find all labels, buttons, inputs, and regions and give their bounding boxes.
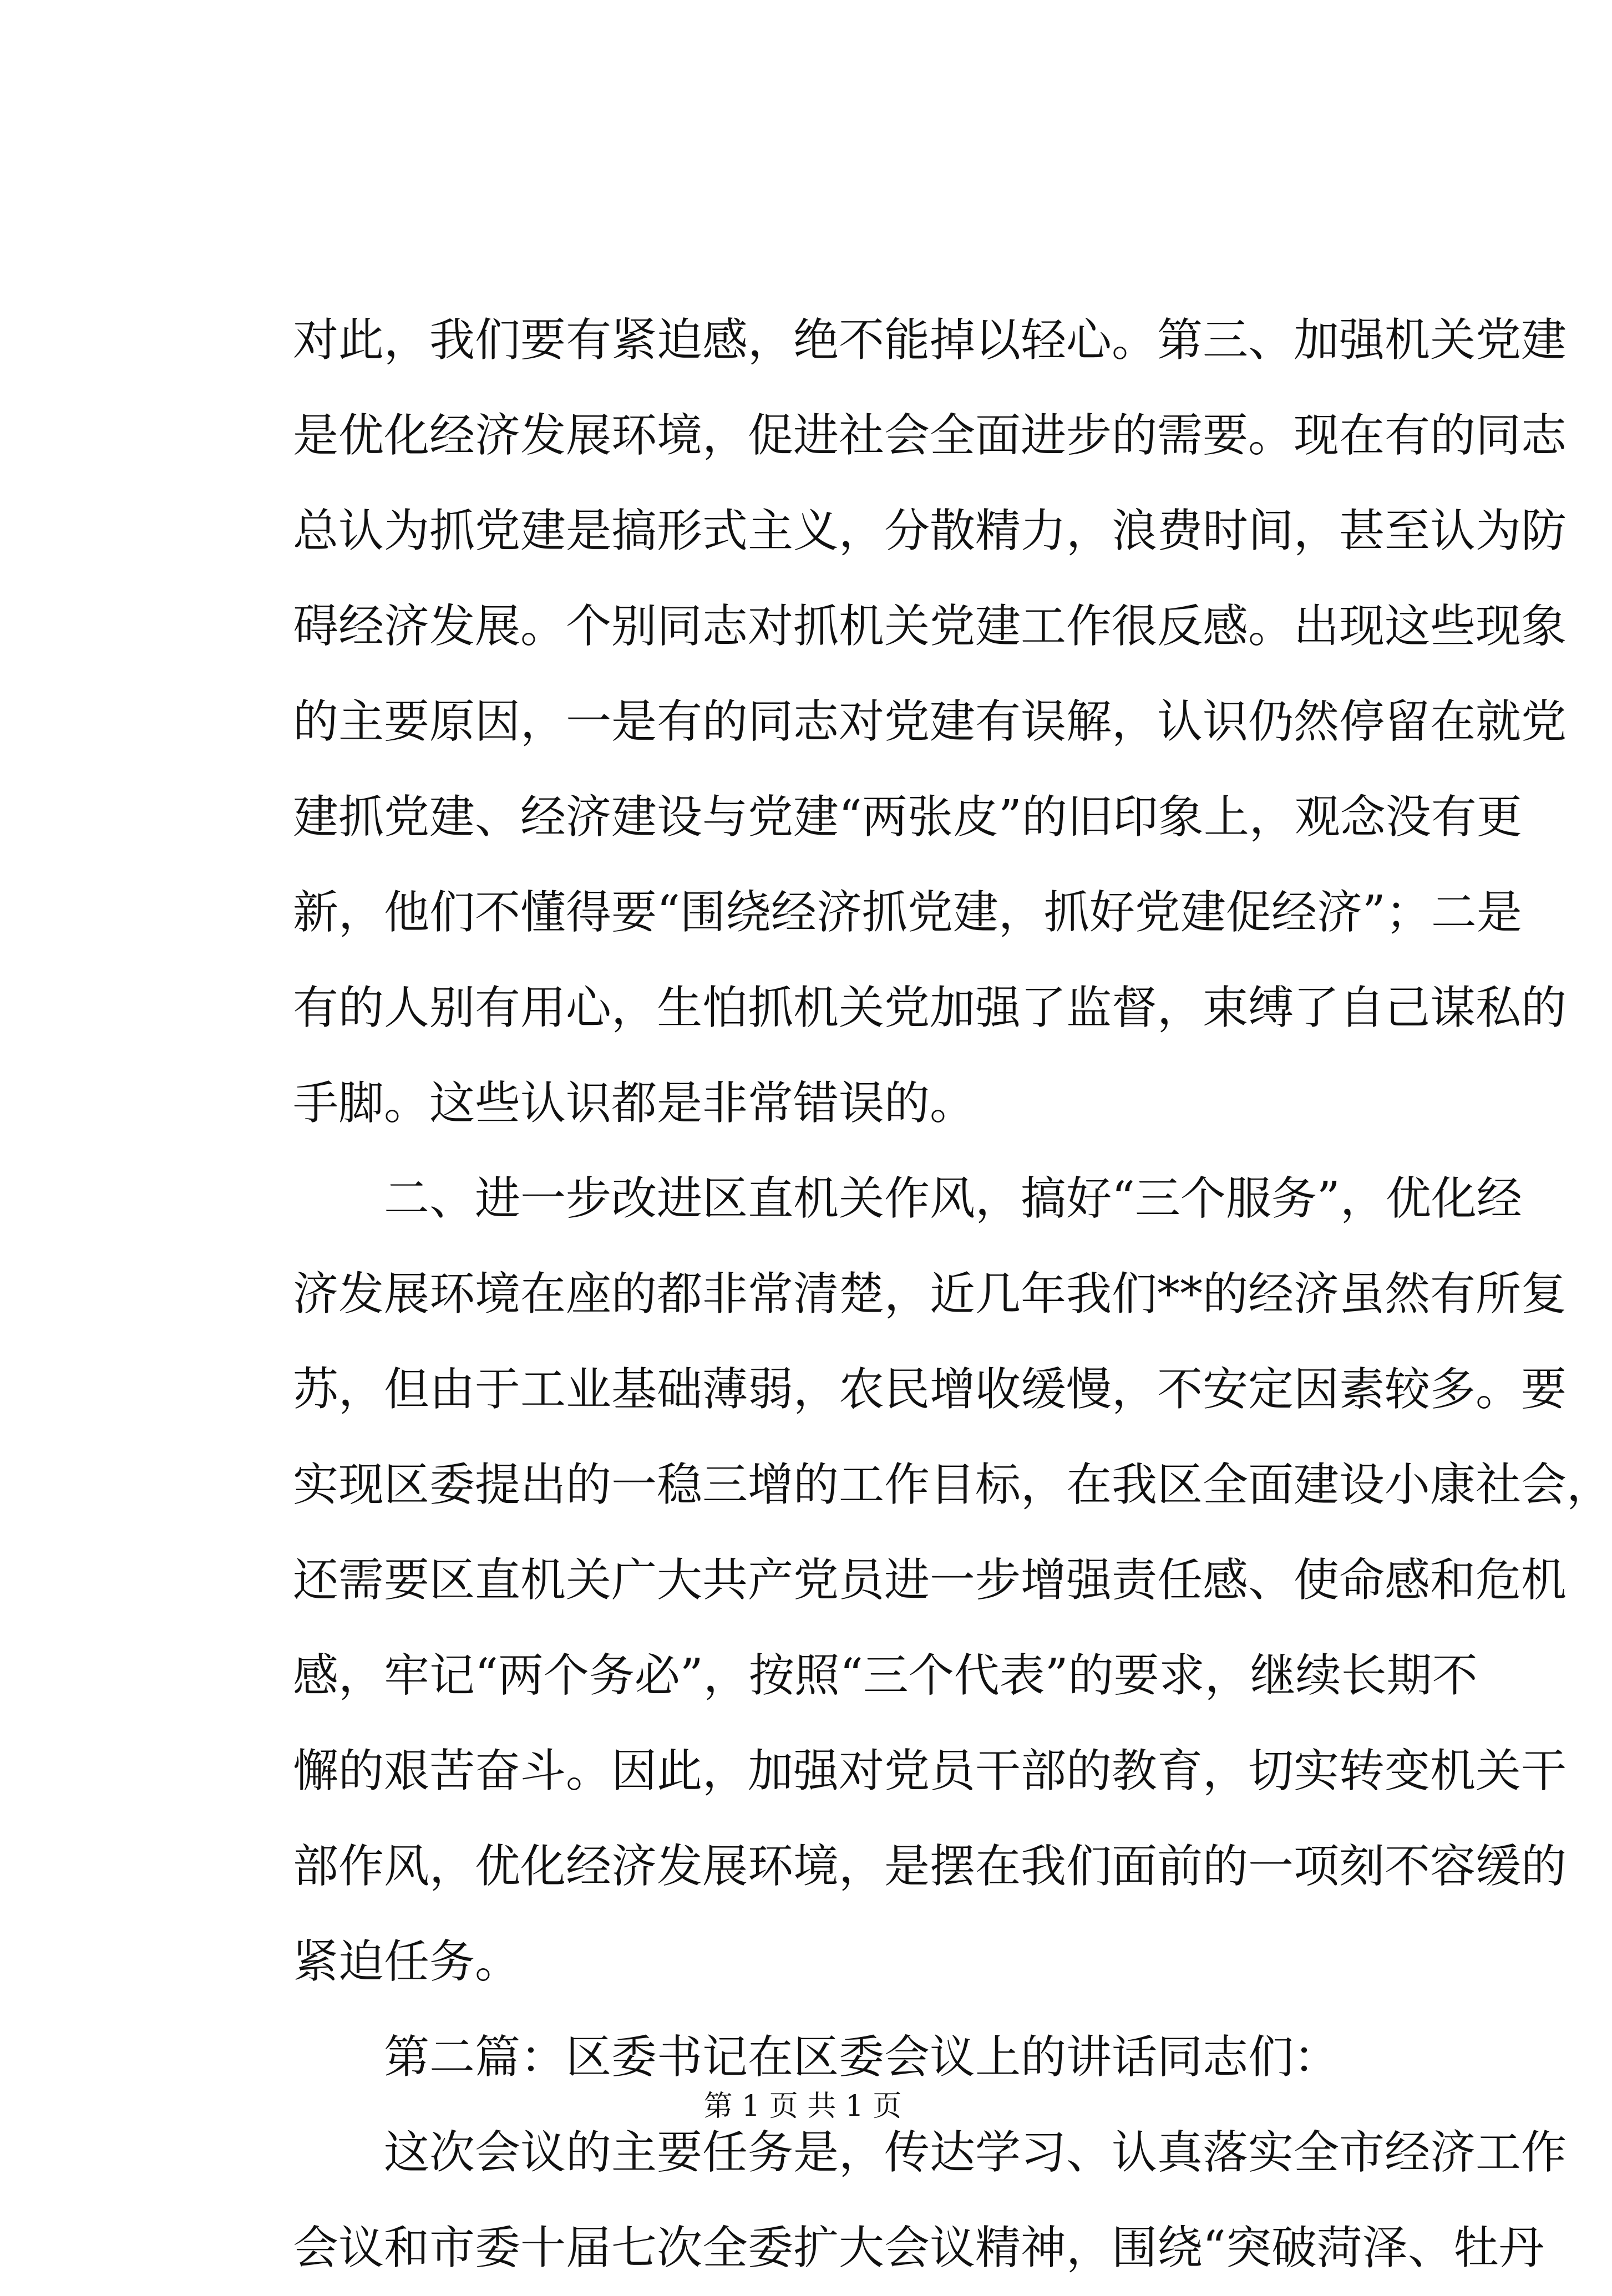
text-line: 有的人别有用心，生怕抓机关党加强了监督，束缚了自己谋私的: [293, 982, 1567, 1034]
text-line: 碍经济发展。个别同志对抓机关党建工作很反感。出现这些现象: [293, 600, 1567, 653]
text-line: 紧迫任务。: [293, 1936, 521, 1988]
page-footer: 第 1 页 共 1 页: [703, 2090, 902, 2123]
section-heading: 第二篇：区委书记在区委会议上的讲话同志们：: [384, 2031, 1340, 2084]
text-line: 总认为抓党建是搞形式主义，分散精力，浪费时间，甚至认为防: [293, 505, 1567, 557]
text-line: 新，他们不懂得要“围绕经济抓党建，抓好党建促经济”；二是: [293, 886, 1522, 939]
text-line: 会议和市委十届七次全委扩大会议精神，围绕“突破菏泽、牡丹: [293, 2222, 1544, 2274]
text-line: 懈的艰苦奋斗。因此，加强对党员干部的教育，切实转变机关干: [293, 1745, 1567, 1797]
text-line: 苏，但由于工业基础薄弱，农民增收缓慢，不安定因素较多。要: [293, 1363, 1567, 1416]
paragraph-first-line: 这次会议的主要任务是，传达学习、认真落实全市经济工作: [384, 2126, 1567, 2179]
document-body: [293, 293, 1612, 2296]
text-line: 济发展环境在座的都非常清楚，近几年我们**的经济虽然有所复: [293, 1268, 1567, 1320]
text-line: 手脚。这些认识都是非常错误的。: [293, 1077, 976, 1130]
text-line: 对此，我们要有紧迫感，绝不能掉以轻心。第三、加强机关党建: [293, 314, 1567, 367]
text-line: 部作风，优化经济发展环境，是摆在我们面前的一项刻不容缓的: [293, 1840, 1567, 1893]
text-line: 感，牢记“两个务必”，按照“三个代表”的要求，继续长期不: [293, 1649, 1478, 1702]
paragraph-first-line: 二、进一步改进区直机关作风，搞好“三个服务”，优化经: [384, 1172, 1522, 1225]
text-line: 是优化经济发展环境，促进社会全面进步的需要。现在有的同志: [293, 409, 1567, 462]
text-line: 的主要原因，一是有的同志对党建有误解，认识仍然停留在就党: [293, 695, 1567, 748]
text-line: 还需要区直机关广大共产党员进一步增强责任感、使命感和危机: [293, 1554, 1567, 1607]
text-line: 实现区委提出的一稳三增的工作目标，在我区全面建设小康社会，: [293, 1459, 1612, 1511]
text-line: 建抓党建、经济建设与党建“两张皮”的旧印象上，观念没有更: [293, 791, 1522, 844]
